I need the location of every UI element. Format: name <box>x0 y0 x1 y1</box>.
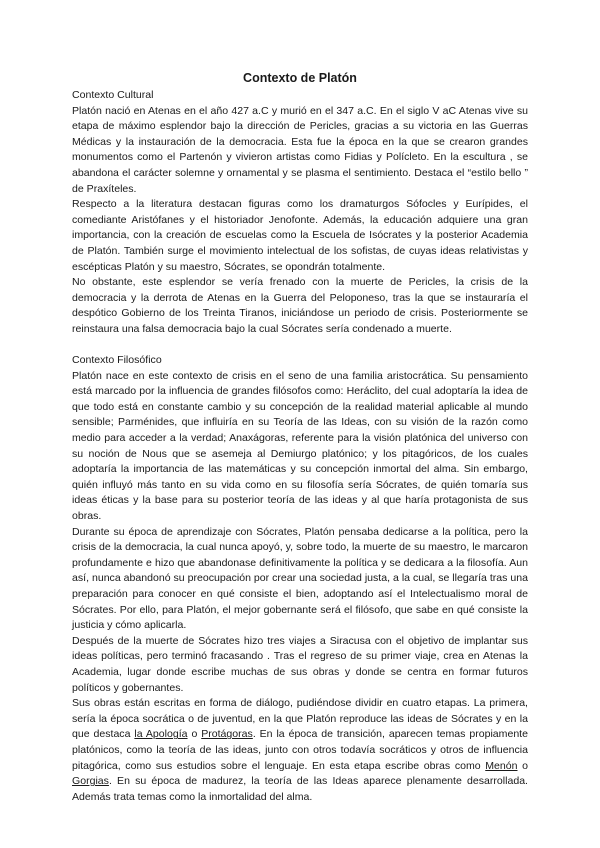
section-heading: Contexto Filosófico <box>72 354 162 367</box>
paragraph: Respecto a la literatura destacan figuras como los dramaturgos Sófocles y Eurípides, el comediante Aristófanes y el historiador Jenofonte. Además, la educación adquiere una gran importancia, con la creación de escuelas como la Escuela de Isócrates y la posterior Academia de Platón. También surge el movimiento intelectual de los sofistas, de cuyas ideas relativistas y escépticas Platón y su maestro, Sócrates, se opondrán totalmente. <box>72 198 528 273</box>
paragraph: No obstante, este esplendor se vería frenado con la muerte de Pericles, la crisis de la democracia y la derrota de Atenas en la Guerra del Peloponeso, tras la que se instauraría el despótico Gobierno de los Treinta Tiranos, iniciándose un periodo de crisis. Posteriormente se reinstaura una falsa democracia bajo la cual Sócrates sería condenado a muerte. <box>72 276 528 335</box>
section-contexto-filosofico <box>72 353 528 805</box>
work-title-apologia: la Apología <box>134 728 188 741</box>
work-title-protagoras: Protágoras <box>201 728 253 741</box>
paragraph: Platón nace en este contexto de crisis en el seno de una familia aristocrática. Su pensamiento está marcado por la influencia de grandes filósofos como: Heráclito, del cual adoptaría la idea de que todo está en constante cambio y su concepción de la realidad material aplicable al mundo sensible; Parménides, que influiría en su Teoría de las Ideas, con su visión de la razón como medio para acceder a la verdad; Anaxágoras, referente para la visión platónica del universo con su noción de Nous que se asemeja al Demiurgo platónico; y los pitagóricos, de los cuales adoptaría la importancia de las matemáticas y su concepción inmortal del alma. Sin embargo, quién influyó más tanto en su vida como en su filosofía sería Sócrates, de quién tomaría sus ideas éticas y la base para su posterior teoría de las ideas y al que haría protagonista de sus obras. <box>72 369 528 523</box>
works-paragraph <box>72 696 528 805</box>
works-text: . En la época de transición, aparecen temas propiamente platónicos, como la teoría de las ideas, junto con otros todavía socráticos y otros de influencia pitagórica, como sus estudios sobre el lenguaje. En esta etapa escribe obras como <box>72 728 528 772</box>
document-body <box>72 70 528 805</box>
works-text: o <box>187 728 202 741</box>
section-heading: Contexto Cultural <box>72 89 154 101</box>
works-text: . En su época de madurez, la teoría de las Ideas aparece plenamente desarrollada. Además trata temas como la inmortalidad del alma. <box>72 775 528 803</box>
paragraph: Después de la muerte de Sócrates hizo tres viajes a Siracusa con el objetivo de implantar sus ideas políticas, pero terminó fracasando . Tras el regreso de su primer viaje, crea en Atenas la Academia, lugar donde escribe muchas de sus obras y donde se centra en formar futuros políticos y gobernantes. <box>72 634 528 694</box>
section-spacer <box>72 338 528 354</box>
work-title-menon: Menón <box>485 759 518 772</box>
document-title: Contexto de Platón <box>243 71 357 85</box>
works-text: Sus obras están escritas en forma de diálogo, pudiéndose dividir en cuatro etapas. La primera, sería la época socrática o de juventud, en la que Platón reproduce las ideas de Sócrates y en la que destaca <box>72 697 528 741</box>
paragraph: Durante su época de aprendizaje con Sócrates, Platón pensaba dedicarse a la política, pero la crisis de la democracia, la cual nunca apoyó, y, sobre todo, la muerte de su maestro, le marcaron profundamente e hizo que abandonase definitivamente la política y se dedicara a la filosofía. Aun así, nunca abandonó su preocupación por crear una sociedad justa, a la cual, se llegaría tras una preparación para conocer en qué consiste el bien, adoptando así el Intelectualismo moral de Sócrates. Por ello, para Platón, el mejor gobernante será el filósofo, que sabe en qué consiste la justicia y cómo aplicarla. <box>72 525 528 632</box>
paragraph: Platón nació en Atenas en el año 427 a.C y murió en el 347 a.C. En el siglo V aC Atenas vive su etapa de máximo esplendor bajo la dirección de Pericles, gracias a su victoria en las Guerras Médicas y la instauración de la democracia. Esta fue la época en la que se crearon grandes monumentos como el Partenón y vivieron artistas como Fidias y Polícleto. En la escultura , se abandona el carácter solemne y ornamental y se plasma el sentimiento. Destaca el “estilo bello ” de Praxíteles. <box>72 104 528 195</box>
section-contexto-cultural <box>72 88 528 338</box>
work-title-gorgias: Gorgias <box>72 775 109 788</box>
works-text: o <box>517 759 529 772</box>
